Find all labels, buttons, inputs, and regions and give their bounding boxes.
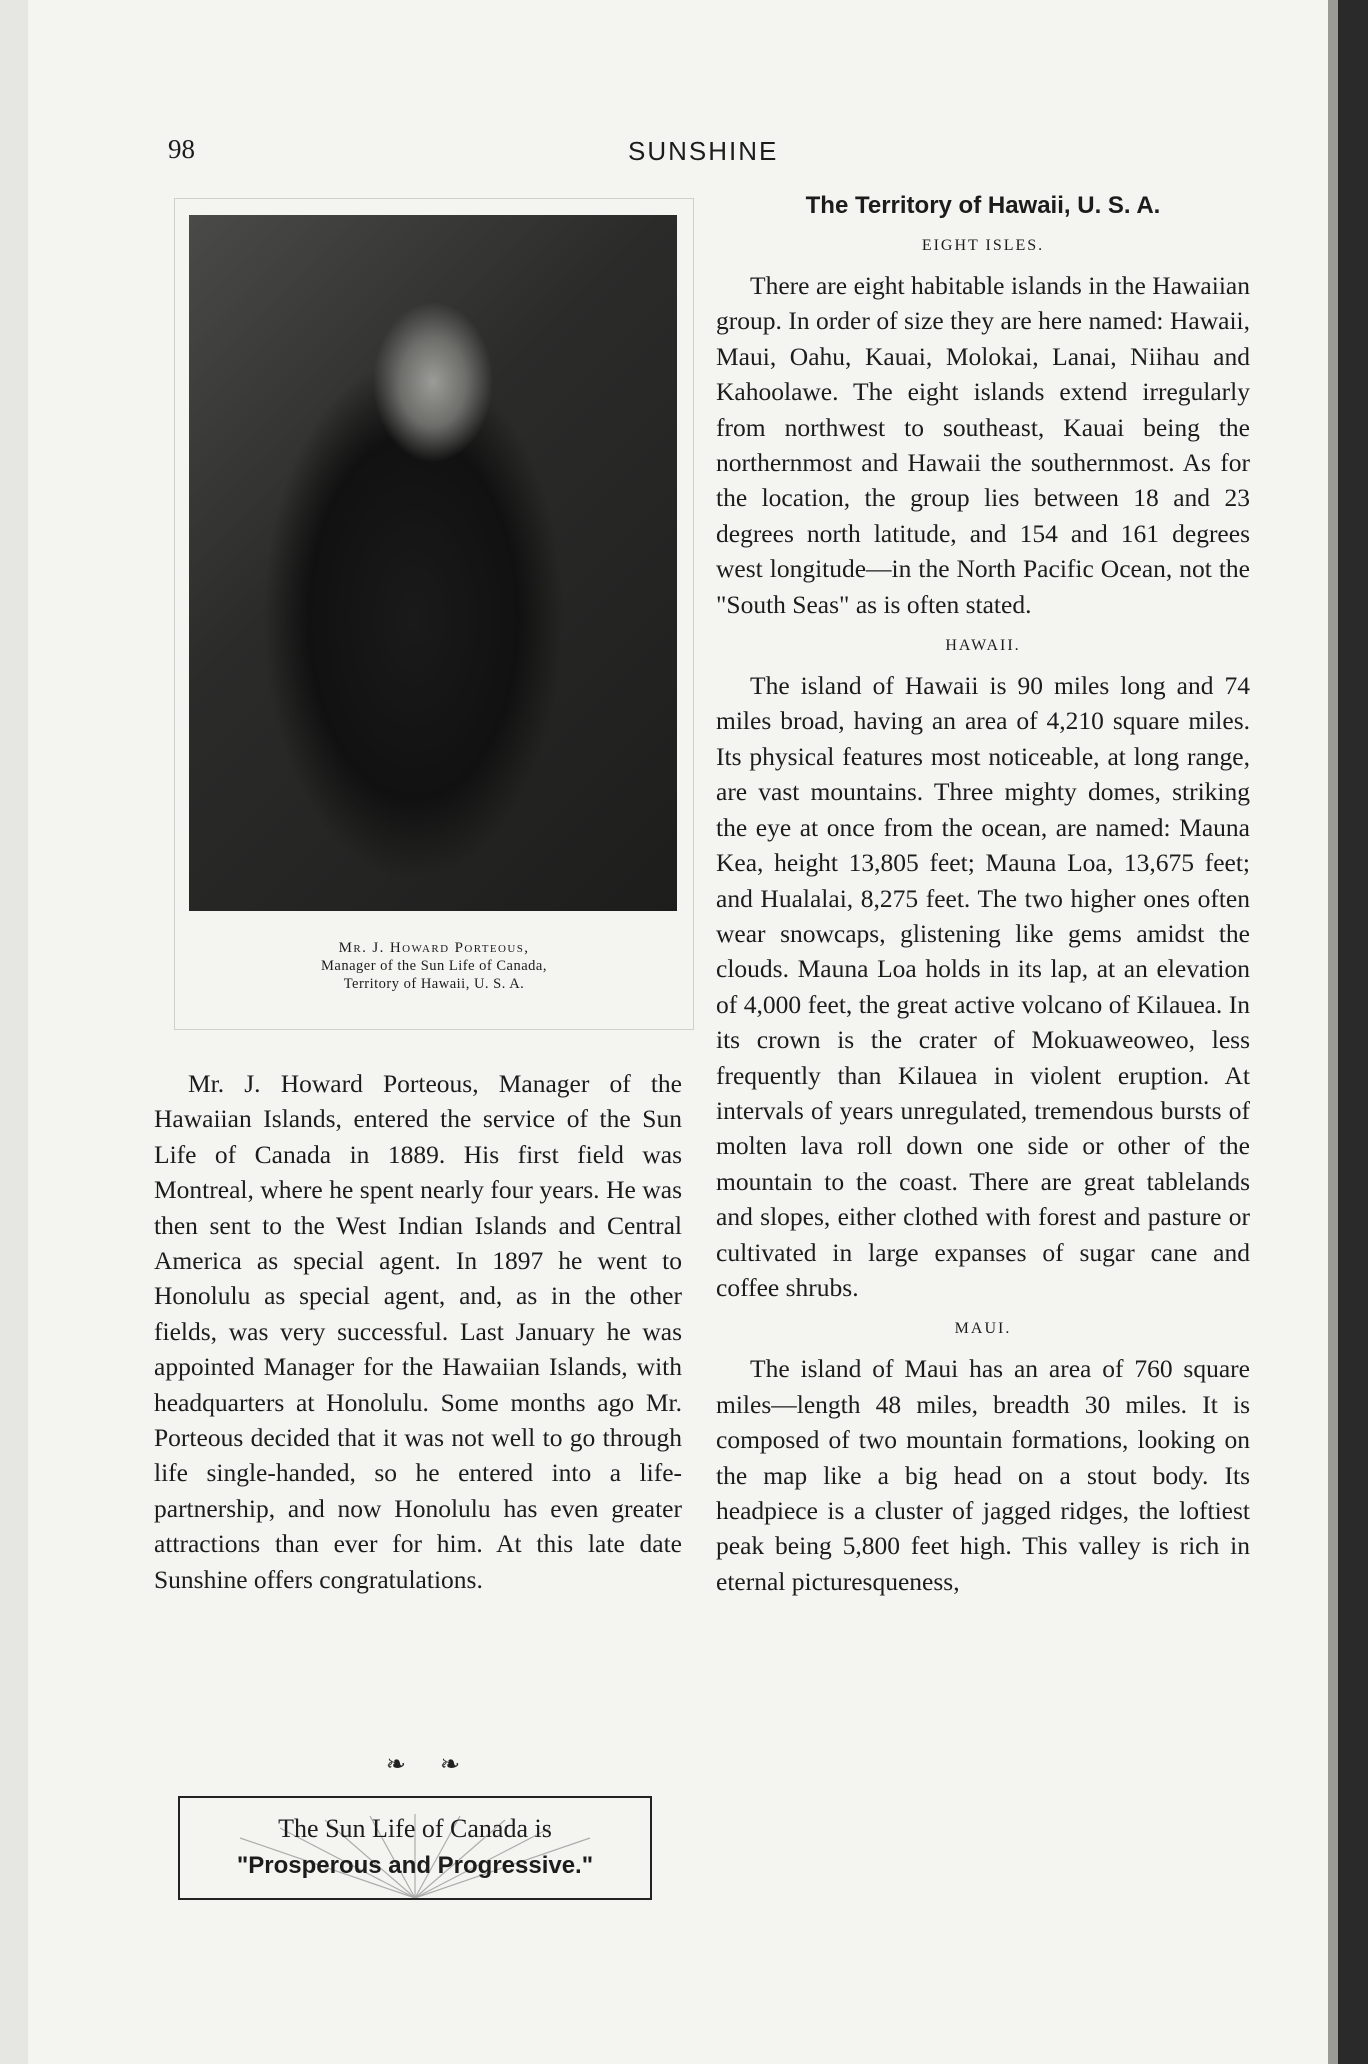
section-text-maui: The island of Maui has an area of 760 square miles—length 48 miles, breadth 30 miles. It is composed of two mountain formations, looking on the map like a big head on a stout body. Its headpiece is a cluster of jagged ridges, the loftiest peak being 5,800 feet high. This valley is rich in eternal picturesqueness, <box>716 1354 1250 1596</box>
left-column <box>154 1066 682 1597</box>
motto-line-2: "Prosperous and Progressive." <box>236 1852 594 1879</box>
section-text-eight-isles: There are eight habitable islands in the Hawaiian group. In order of size they are here named: Hawaii, Maui, Oahu, Kauai, Molokai, Lanai, Niihau and Kahoolawe. The eight islands extend irregularly from northwest to southeast, Kauai being the northernmost and Hawaii the southernmost. As for the location, the group lies between 18 and 23 degrees north latitude, and 154 and 161 degrees west longitude—in the North Pacific Ocean, not the "South Seas" as is often stated. <box>716 271 1250 619</box>
page-header <box>168 134 1368 174</box>
page-number: 98 <box>168 134 195 164</box>
running-head: SUNSHINE <box>628 136 779 166</box>
section-heading-eight-isles: EIGHT ISLES. <box>921 237 1045 254</box>
portrait-figure <box>174 198 694 1030</box>
caption-name: Mr. J. Howard Porteous, <box>338 940 530 956</box>
figure-caption <box>175 939 693 993</box>
article-title: The Territory of Hawaii, U. S. A. <box>805 192 1161 219</box>
sunburst-icon <box>180 1798 650 1898</box>
motto-box <box>178 1796 652 1900</box>
porteous-paragraph: Mr. J. Howard Porteous, Manager of the Hawaiian Islands, entered the service of the Sun Life of Canada in 1889. His first field was Montreal, where he spent nearly four years. He was then sent to the West Indian Islands and Central America as special agent. In 1897 he went to Honolulu as special agent, and, as in the other fields, was very successful. Last January he was appointed Manager for the Hawaiian Islands, with headquarters at Honolulu. Some months ago Mr. Porteous decided that it was not well to go through life single-handed, so he entered into a life-partnership, and now Honolulu has even greater attractions than ever for him. At this late date Sunshine offers congratulations. <box>154 1069 682 1594</box>
page-edge <box>1328 0 1368 2064</box>
caption-title: Manager of the Sun Life of Canada, <box>321 958 547 974</box>
section-text-hawaii: The island of Hawaii is 90 miles long and 74 miles broad, having an area of 4,210 square miles. Its physical features most noticeable, at long range, are vast mountains. Three mighty domes, striking the eye at once from the ocean, are named: Mauna Kea, height 13,805 feet; Mauna Loa, 13,675 feet; and Hualalai, 8,275 feet. The two higher ones often wear snowcaps, glistening like gems amidst the clouds. Mauna Loa holds in its lap, at an elevation of 4,000 feet, the great active volcano of Kilauea. In its crown is the crater of Mokuaweoweo, less frequently than Kilauea in violent eruption. At intervals of years unregulated, tremendous bursts of molten lava roll down one side or other of the mountain to the coast. There are great tablelands and slopes, either clothed with forest and pasture or cultivated in large expanses of sugar cane and coffee shrubs. <box>716 671 1250 1302</box>
fleuron-ornament: ❧ ❧ <box>385 1752 475 1778</box>
portrait-photo <box>189 215 677 911</box>
caption-territory: Territory of Hawaii, U. S. A. <box>343 976 525 992</box>
section-heading-hawaii: HAWAII. <box>945 637 1021 655</box>
section-heading-maui: MAUI. <box>954 1320 1012 1338</box>
motto-line-1: The Sun Life of Canada is <box>278 1814 552 1843</box>
right-column <box>716 190 1250 1599</box>
